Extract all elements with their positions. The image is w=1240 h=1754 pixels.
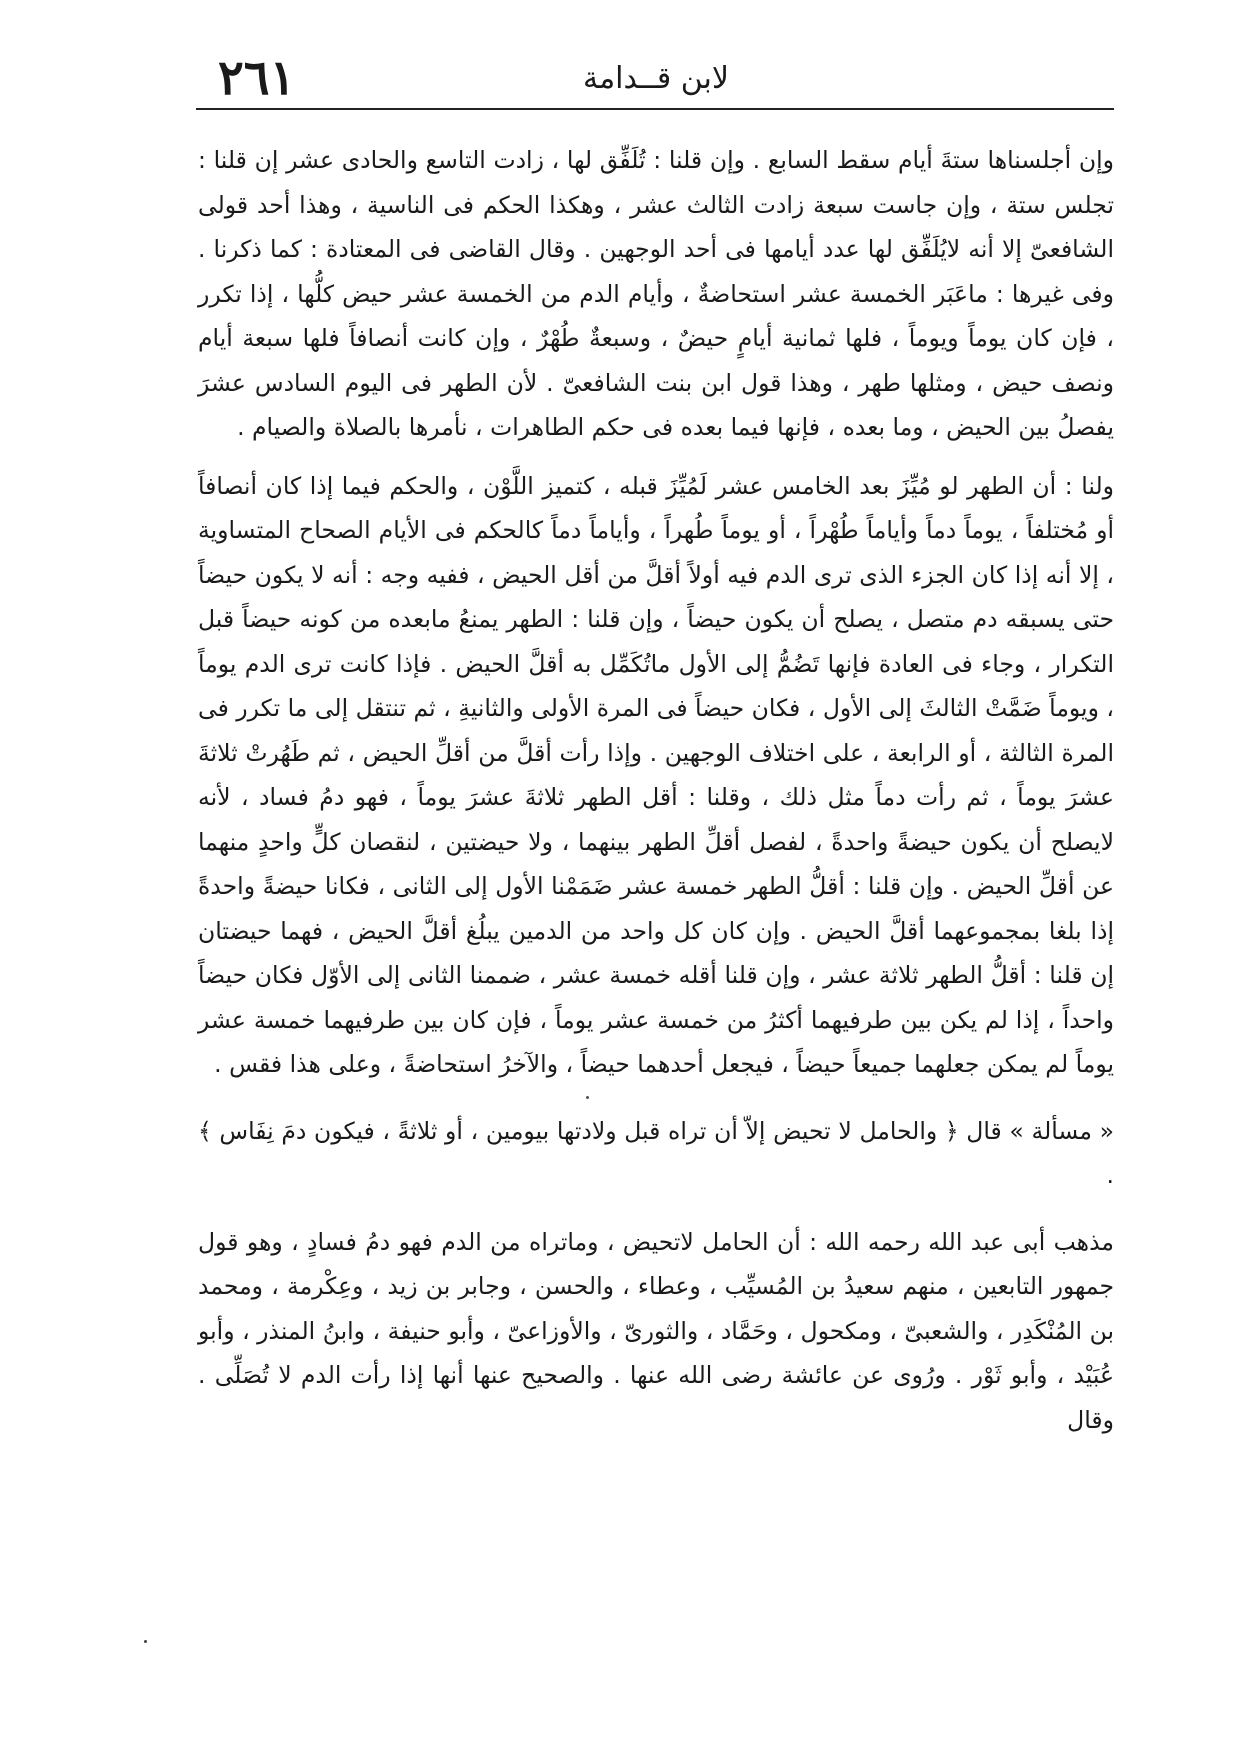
running-title: لابن قــدامة: [583, 61, 729, 96]
ink-speck: [144, 1640, 147, 1643]
paragraph-1: وإن أجلسناها ستةَ أيام سقط السابع . وإن قلنا : تُلَفِّق لها ، زادت التاسع والحادى عشر إن قلنا : تجلس ستة ، وإن جاست سبعة زادت الثالث عشر ، وهكذا الحكم فى الناسية ، وهذا أحد قولى الشافعىّ إلا أنه لايُلَفِّق لها عدد أيامها فى أحد الوجهين . وقال القاضى فى المعتادة : كما ذكرنا . وفى غيرها : ماعَبَر الخمسة عشر استحاضةٌ ، وأيام الدم من الخمسة عشر حيض كلُّها ، إذا تكرر ، فإن كان يوماً ويوماً ، فلها ثمانية أيامٍ حيضٌ ، وسبعةٌ طُهْرٌ ، وإن كانت أنصافاً فلها سبعة أيام ونصف حيض ، ومثلها طهر ، وهذا قول ابن بنت الشافعىّ . لأن الطهر فى اليوم السادس عشرَ يفصلُ بين الحيض ، وما بعده ، فإنها فيما بعده فى حكم الطاهرات ، نأمرها بالصلاة والصيام .: [198, 146, 1114, 441]
paragraph-2: ولنا : أن الطهر لو مُيِّزَ بعد الخامس عشر لَمُيِّزَ قبله ، كتميز اللَّوْن ، والحكم فيما إذا كان أنصافاً أو مُختلفاً ، يوماً دماً وأياماً طُهْراً ، أو يوماً طُهراً ، وأياماً دماً كالحكم فى الأيام الصحاح المتساوية ، إلا أنه إذا كان الجزء الذى ترى الدم فيه أولاً أقلَّ من أقل الحيض ، ففيه وجه : أنه لا يكون حيضاً حتى يسبقه دم متصل ، يصلح أن يكون حيضاً ، وإن قلنا : الطهر يمنعُ مابعده من كونه حيضاً قبل التكرار ، وجاء فى العادة فإنها تَضُمُّ إلى الأول ماتُكَمِّل به أقلَّ الحيض . فإذا كانت ترى الدم يوماً ، ويوماً ضَمَّتْ الثالثَ إلى الأول ، فكان حيضاً فى المرة الأولى والثانيةِ ، ثم تنتقل إلى ما تكرر فى المرة الثالثة ، أو الرابعة ، على اختلاف الوجهين . وإذا رأت أقلَّ من أقلِّ الحيض ، ثم طَهُرتْ ثلاثةَ عشرَ يوماً ، ثم رأت دماً مثل ذلك ، وقلنا : أقل الطهر ثلاثةَ عشرَ يوماً ، فهو دمُ فساد ، لأنه لايصلح أن يكون حيضةً واحدةً ، لفصل أقلِّ الطهر بينهما ، ولا حيضتين ، لنقصان كلٍّ واحدٍ منهما عن أقلِّ الحيض . وإن قلنا : أقلُّ الطهر خمسة عشر ضَمَمْنا الأول إلى الثانى ، فكانا حيضةً واحدةً إذا بلغا بمجموعهما أقلَّ الحيض . وإن كان كل واحد من الدمين يبلُغ أقلَّ الحيض ، فهما حيضتان إن قلنا : أقلُّ الطهر ثلاثة عشر ، وإن قلنا أقله خمسة عشر ، ضممنا الثانى إلى الأوّل فكان حيضاً واحداً ، إذا لم يكن بين طرفيهما أكثرُ من خمسة عشر يوماً ، فإن كان بين طرفيهما خمسة عشر يوماً لم يمكن جعلهما جميعاً حيضاً ، فيجعل أحدهما حيضاً ، والآخرُ استحاضةً ، وعلى هذا فقس .: [198, 471, 1114, 1078]
header-divider: [196, 108, 1114, 110]
paragraph-4: مذهب أبى عبد الله رحمه الله : أن الحامل لاتحيض ، وماتراه من الدم فهو دمُ فسادٍ ، وهو قول جمهور التابعين ، منهم سعيدُ بن المُسيِّب ، وعطاء ، والحسن ، وجابر بن زيد ، وعِكْرمة ، ومحمد بن المُنْكَدِر ، والشعبىّ ، ومكحول ، وحَمَّاد ، والثورىّ ، والأوزاعىّ ، وأبو حنيفة ، وابنُ المنذر ، وأبو عُبَيْد ، وأبو ثَوْر . ورُوى عن عائشة رضى الله عنها . والصحيح عنها أنها إذا رأت الدم لا تُصَلِّى . وقال: [198, 1227, 1114, 1434]
paragraph-3-masala: « مسألة » قال ﴿ والحامل لا تحيض إلاّ أن تراه قبل ولادتها بيومين ، أو ثلاثةً ، فيكون دمَ نِفَاس ﴾ .: [198, 1116, 1114, 1189]
page-number: ٢٦١: [218, 50, 296, 106]
ink-speck: [586, 1096, 589, 1099]
page-header: [198, 52, 1114, 112]
body-text: [198, 138, 1114, 1442]
